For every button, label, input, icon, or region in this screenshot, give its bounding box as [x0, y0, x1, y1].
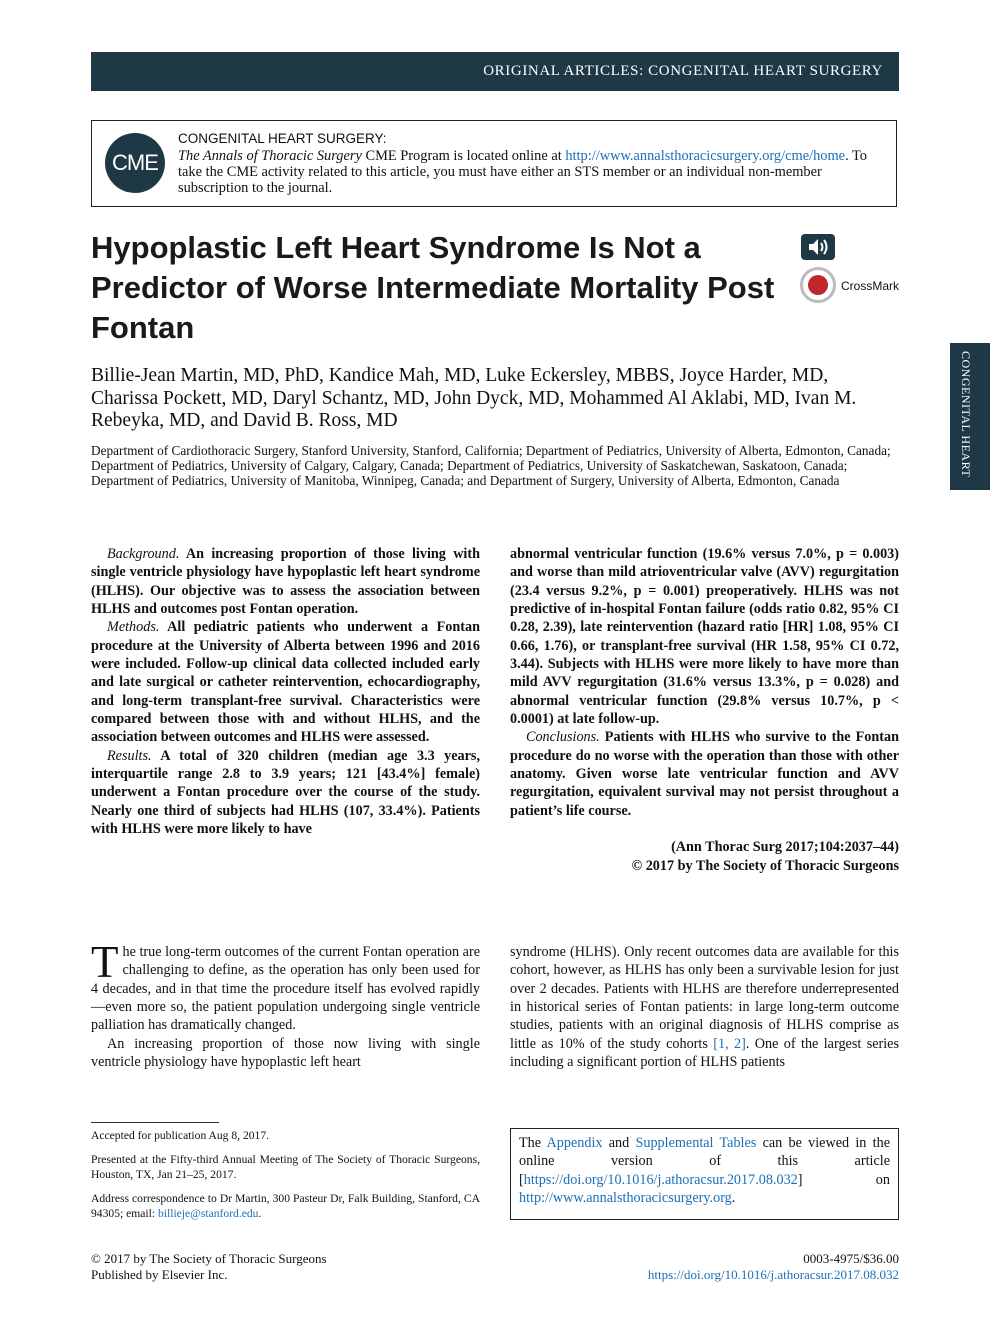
cme-journal: The Annals of Thoracic Surgery	[178, 148, 362, 164]
email-link[interactable]: billieje@stanford.edu	[157, 1207, 259, 1221]
body-paragraph-1: The true long-term outcomes of the current Fontan operation are challenging to define, as the operation has only been used for 4 decades, and in that time the procedure itself has evolved rapidly—even more so, the patient population undergoing single ventricle palliation has dramatically changed.	[91, 937, 480, 1034]
cme-text	[178, 131, 888, 196]
footer-left	[91, 1251, 327, 1282]
abstract-right-column	[510, 545, 899, 875]
cme-text-1: CME Program is located online at	[361, 148, 566, 164]
footer-doi-link[interactable]: https://doi.org/10.1016/j.athoracsur.2017.08.032	[647, 1266, 899, 1282]
abstract-results: Results. A total of 320 children (median age 3.3 years, interquartile range 2.8 to 3.9 years; 121 [43.4%] female) underwent a Fontan procedure over the course of the study. Nearly one third of subjects had HLHS (107, 33.4%). Patients with HLHS were more likely to have	[91, 747, 480, 838]
journal-site-link[interactable]: http://www.annalsthoracicsurgery.org	[519, 1190, 732, 1207]
abstract-copyright: © 2017 by The Society of Thoracic Surgeons	[631, 857, 899, 874]
side-section-tab	[950, 343, 990, 490]
abstract-methods: Methods. All pediatric patients who underwent a Fontan procedure at the University of Alberta between 1996 and 2016 were included. Follow-up clinical data collected included early and late surgical or catheter reintervention, echocardiography, and long-term transplant-free survival. Characteristics were compared between those with and without HLHS, and the association between outcomes and HLHS were assessed.	[91, 619, 480, 746]
footer-publisher: Published by Elsevier Inc.	[91, 1266, 228, 1282]
section-header-bar	[91, 52, 899, 91]
abstract-conclusions: Conclusions. Patients with HLHS who survive to the Fontan procedure do no worse with the operation than those with other anatomy. Given worse late ventricular function and AVV regurgitation, equivalent survival may not persist throughout a patient’s life course.	[510, 729, 899, 819]
footer-right	[648, 1251, 899, 1282]
supplemental-tables-link[interactable]: Supplemental Tables	[635, 1135, 757, 1151]
abstract-background: Background. An increasing proportion of those living with single ventricle physiology have hypoplastic left heart syndrome (HLHS). Our objective was to assess the association between HLHS and outcomes post Fontan operation.	[91, 546, 480, 618]
affiliations: Department of Cardiothoracic Surgery, Stanford University, Stanford, California; Department of Pediatrics, University of Alberta, Edmonton, Canada; Department of Pediatrics, University of Calgary, Calgary, Canada; Department of Pediatrics, University of Saskatchewan, Saskatoon, Canada; Department of Pediatrics, University of Manitoba, Winnipeg, Canada; and Department of Surgery, University of Alberta, Edmonton, Canada	[91, 443, 891, 488]
body-left-column	[91, 937, 480, 1071]
doi-link[interactable]: https://doi.org/10.1016/j.athoracsur.2017.08.032	[523, 1171, 798, 1188]
appendix-link[interactable]: Appendix	[546, 1135, 603, 1151]
crossmark-icon	[800, 267, 836, 303]
cme-title: CONGENITAL HEART SURGERY:	[178, 131, 387, 146]
crossmark-label: CrossMark	[841, 279, 900, 293]
drop-cap: T	[91, 937, 119, 987]
footnote-address: Address correspondence to Dr Martin, 300 Pasteur Dr, Falk Building, Stanford, CA 94305; email: billieje@stanford.edu.	[91, 1191, 480, 1221]
body-paragraph-3: syndrome (HLHS). Only recent outcomes data are available for this cohort, however, as HLHS has only been a survivable lesion for just over 2 decades. Patients with HLHS are therefore underrepresented in historical series of Fontan patients: in large long-term outcome studies, patients with an original diagnosis of HLHS comprise as little as 10% of the study cohorts [1, 2]. One of the largest series including a significant portion of HLHS patients	[510, 944, 899, 1071]
footnote-accepted: Accepted for publication Aug 8, 2017.	[91, 1129, 270, 1142]
cme-logo-icon: CME	[105, 133, 165, 193]
author-list: Billie-Jean Martin, MD, PhD, Kandice Mah, MD, Luke Eckersley, MBBS, Joyce Harder, MD, Charissa Pockett, MD, Daryl Schantz, MD, John Dyck, MD, Mohammed Al Aklabi, MD, Ivan M. Rebeyka, MD, and David B. Ross, MD	[91, 365, 857, 431]
footnote-divider	[91, 1122, 219, 1123]
footer-copyright: © 2017 by The Society of Thoracic Surgeons	[91, 1251, 327, 1266]
abstract-left-column	[91, 545, 480, 839]
cme-link[interactable]: http://www.annalsthoracicsurgery.org/cme/home	[565, 148, 846, 164]
section-title: ORIGINAL ARTICLES: CONGENITAL HEART SURGERY	[483, 63, 883, 79]
cme-text-2: . To take the CME activity related to this article, you must have either an STS member or an individual non-member subscription to the journal.	[178, 148, 867, 196]
audio-speaker-icon[interactable]	[801, 234, 835, 260]
footnote-presented: Presented at the Fifty-third Annual Meeting of The Society of Thoracic Surgeons, Houston, TX, Jan 21–25, 2017.	[91, 1152, 480, 1182]
side-tab-label: CONGENITAL HEART	[959, 351, 973, 478]
body-paragraph-2: An increasing proportion of those now living with single ventricle physiology have hypoplastic left heart	[91, 1035, 480, 1071]
abstract-results-cont: abnormal ventricular function (19.6% versus 7.0%, p = 0.003) and worse than mild atrioventricular valve (AVV) regurgitation (23.4 versus 9.2%, p = 0.001) preoperatively. HLHS was not predictive of in-hospital Fontan failure (odds ratio 0.82, 95% CI 0.28, 2.39), late reintervention (hazard ratio [HR] 1.08, 95% CI 0.66, 1.76), or transplant-free survival (HR 1.58, 95% CI 0.72, 3.44). Subjects with HLHS were more likely to have more than mild AVV regurgitation (31.6% versus 13.3%, p = 0.028) and abnormal ventricular function (29.8% versus 10.7%, p < 0.0001) at late follow-up.	[510, 546, 899, 728]
article-title: Hypoplastic Left Heart Syndrome Is Not a Predictor of Worse Intermediate Mortality Post Fontan	[91, 230, 775, 345]
supplementary-box: The Appendix and Supplemental Tables can be viewed in the online version of this article [https://doi.org/10.1016/j.athoracsur.2017.08.032] on http://www.annalsthoracicsurgery.org.	[510, 1128, 899, 1220]
abstract-citation: (Ann Thorac Surg 2017;104:2037–44)	[671, 839, 899, 856]
reference-link[interactable]: [1, 2]	[713, 1035, 746, 1052]
footnotes	[91, 1128, 480, 1230]
cme-notice-box	[91, 120, 897, 207]
footer-issn: 0003-4975/$36.00	[803, 1251, 899, 1266]
body-right-column	[510, 943, 899, 1071]
